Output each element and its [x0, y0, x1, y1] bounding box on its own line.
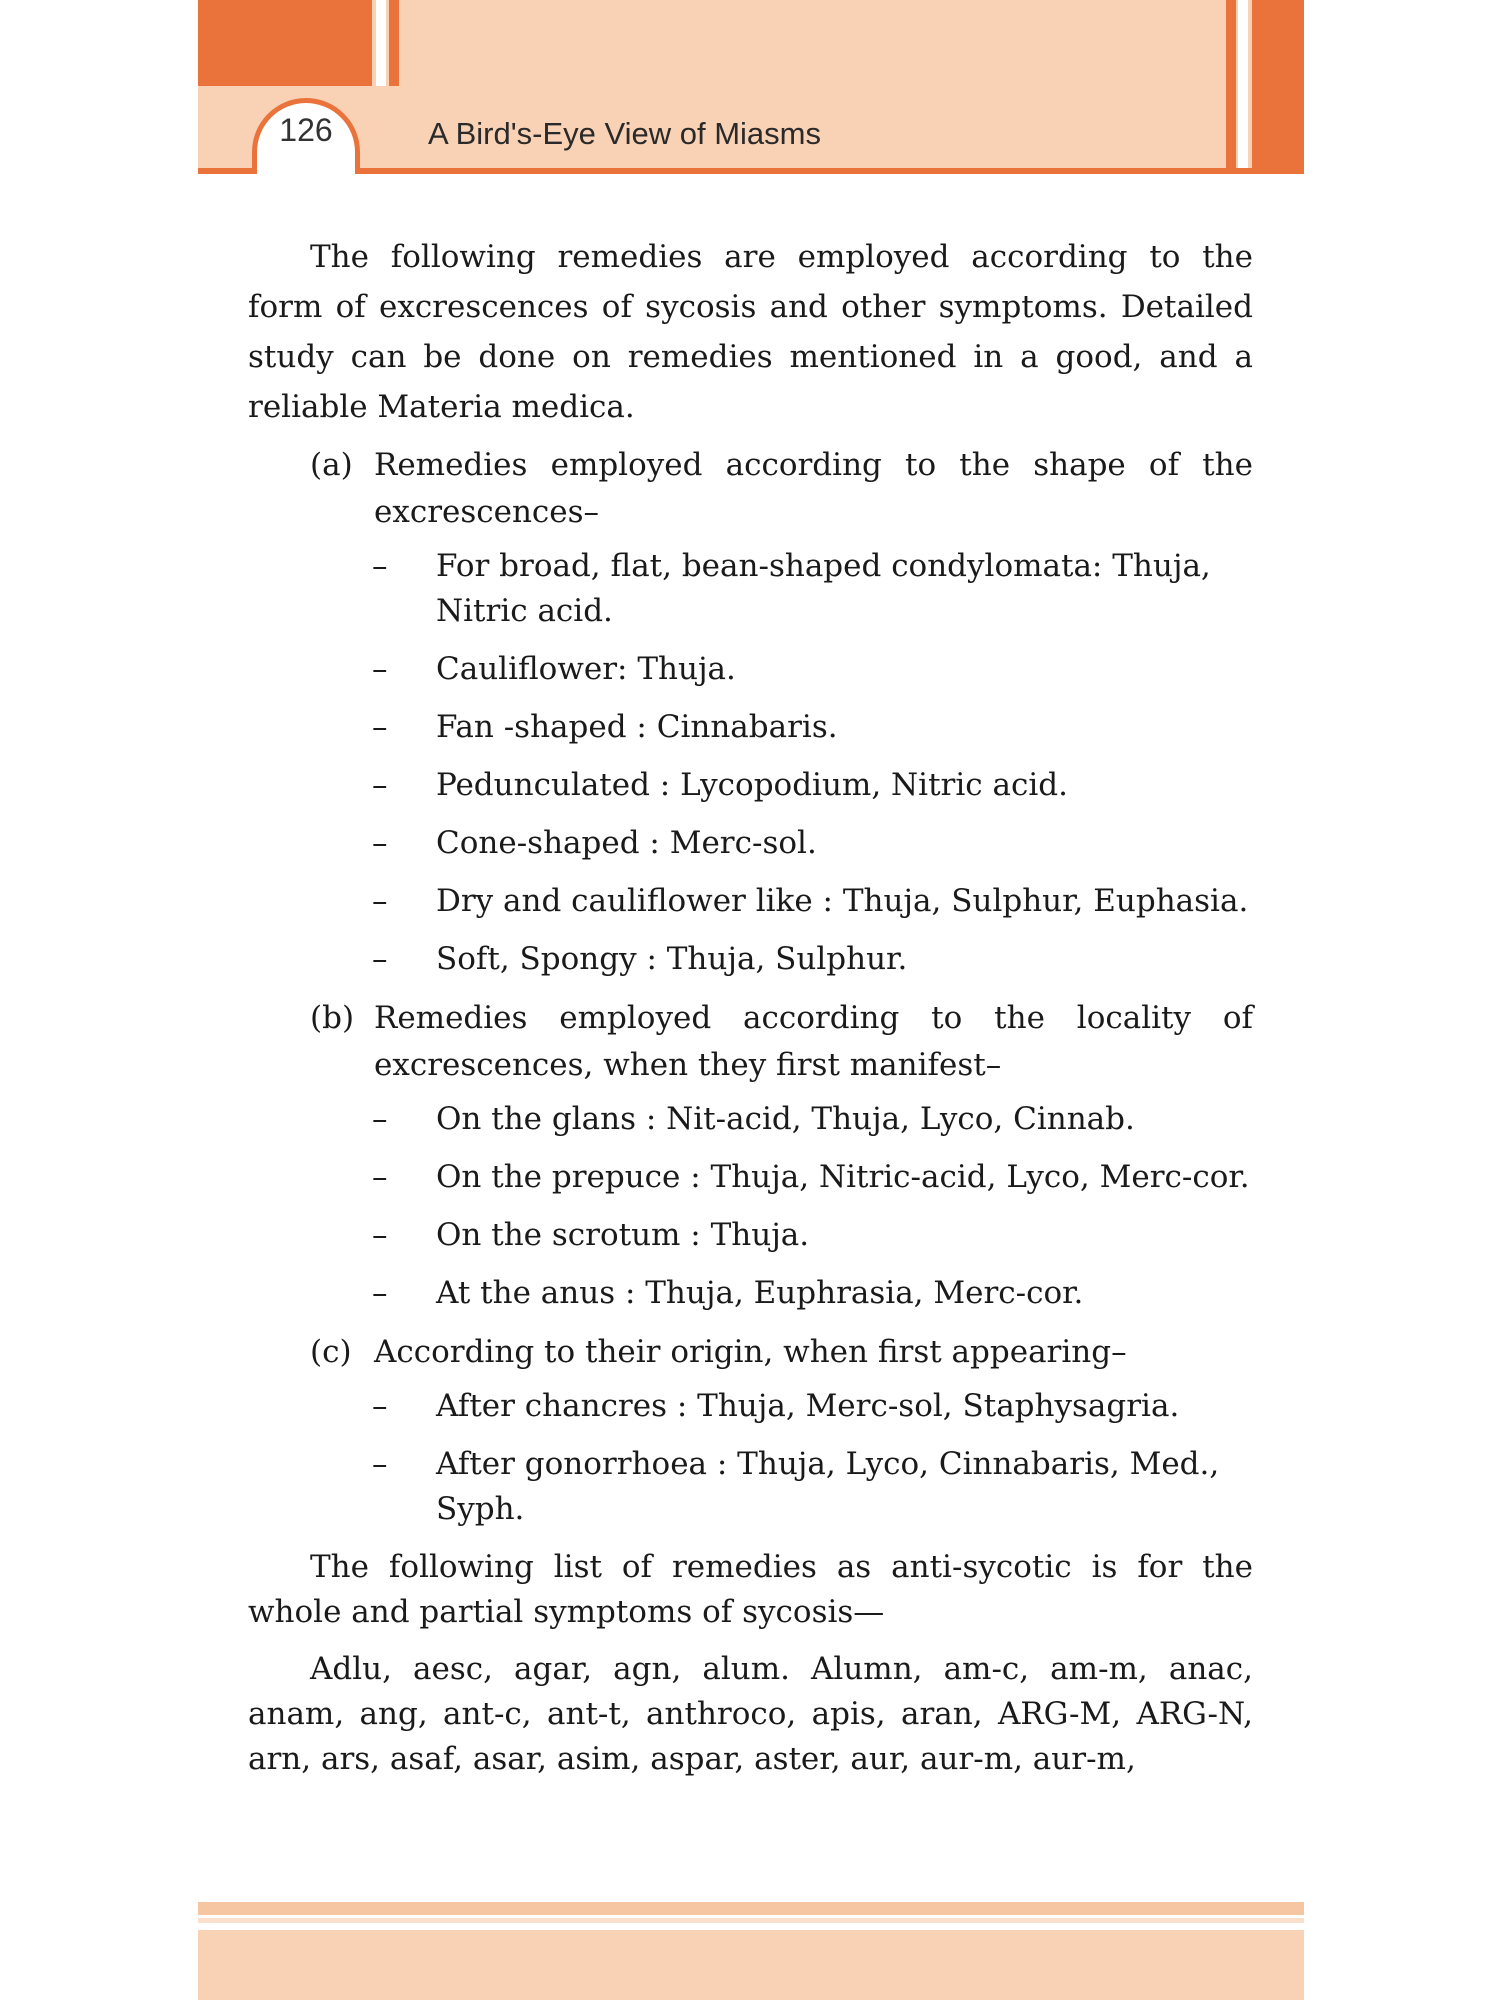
section-heading-b — [248, 995, 1253, 1089]
list-item — [248, 763, 1253, 808]
header-rule — [198, 168, 1304, 174]
dash-bullet: – — [372, 825, 388, 861]
list-item — [248, 821, 1253, 866]
header-stripe — [1226, 0, 1236, 174]
dash-bullet: – — [372, 709, 388, 745]
dash-bullet: – — [372, 548, 388, 584]
running-title: A Bird's-Eye View of Miasms — [428, 116, 821, 151]
section-heading-text: Remedies employed according to the locality of excrescences, when they first manifest– — [374, 1000, 1253, 1083]
dash-bullet: – — [372, 767, 388, 803]
list-item-text: After gonorrhoea : Thuja, Lyco, Cinnabaris, Med., Syph. — [436, 1446, 1220, 1527]
section-heading-text: According to their origin, when first appearing– — [374, 1334, 1127, 1370]
list-item-text: For broad, flat, bean-shaped condylomata: Thuja, Nitric acid. — [436, 548, 1211, 629]
list-item — [248, 1155, 1253, 1200]
section-heading-text: Remedies employed according to the shape of the excrescences– — [374, 447, 1253, 530]
list-intro-paragraph: The following list of remedies as anti-sycotic is for the whole and partial symptoms of sycosis— — [248, 1549, 1253, 1630]
list-item-text: On the scrotum : Thuja. — [436, 1217, 810, 1253]
dash-bullet: – — [372, 651, 388, 687]
section-heading-a — [248, 442, 1253, 536]
footer-rule — [198, 1902, 1304, 1915]
dash-bullet: – — [372, 1217, 388, 1253]
footer-rule — [198, 1918, 1304, 1923]
dash-bullet: – — [372, 1446, 388, 1482]
book-page — [198, 0, 1304, 2000]
list-item-text: Pedunculated : Lycopodium, Nitric acid. — [436, 767, 1068, 803]
list-item-text: Soft, Spongy : Thuja, Sulphur. — [436, 941, 908, 977]
list-item-text: Fan -shaped : Cinnabaris. — [436, 709, 838, 745]
footer-band — [198, 1930, 1304, 2000]
intro-paragraph: The following remedies are employed according to the form of excrescences of sycosis and other symptoms. Detailed study can be done on remedies mentioned in a good, and a reliable Materia medica. — [248, 239, 1253, 425]
list-item-text: Cauliflower: Thuja. — [436, 651, 736, 687]
dash-bullet: – — [372, 883, 388, 919]
header-accent-block-left — [198, 0, 372, 86]
header-accent-block-right — [1252, 0, 1304, 174]
list-item — [248, 937, 1253, 982]
list-item-text: On the prepuce : Thuja, Nitric-acid, Lyco, Merc-cor. — [436, 1159, 1250, 1195]
list-item — [248, 1442, 1253, 1532]
header-stripe — [389, 0, 399, 86]
page-number: 126 — [279, 112, 333, 148]
dash-bullet: – — [372, 1388, 388, 1424]
list-item-text: Cone-shaped : Merc-sol. — [436, 825, 817, 861]
section-label: (c) — [310, 1334, 352, 1370]
section-label: (a) — [310, 447, 353, 483]
list-item-text: At the anus : Thuja, Euphrasia, Merc-cor. — [436, 1275, 1084, 1311]
header-stripe — [376, 0, 386, 86]
list-item-text: After chancres : Thuja, Merc-sol, Staphysagria. — [436, 1388, 1180, 1424]
list-item — [248, 1097, 1253, 1142]
dash-bullet: – — [372, 1159, 388, 1195]
header-stripe — [1238, 0, 1248, 174]
list-item — [248, 705, 1253, 750]
list-item — [248, 1213, 1253, 1258]
remedy-list-paragraph: Adlu, aesc, agar, agn, alum. Alumn, am-c, am-m, anac, anam, ang, ant-c, ant-t, anthroco, apis, aran, ARG-M, ARG-N, arn, ars, asaf, asar, asim, aspar, aster, aur, aur-m, aur-m, — [248, 1651, 1253, 1777]
dash-bullet: – — [372, 941, 388, 977]
list-item — [248, 1384, 1253, 1429]
section-heading-c — [248, 1329, 1253, 1376]
list-item — [248, 1271, 1253, 1316]
section-label: (b) — [310, 1000, 355, 1036]
list-item-text: On the glans : Nit-acid, Thuja, Lyco, Cinnab. — [436, 1101, 1135, 1137]
list-item — [248, 879, 1253, 924]
dash-bullet: – — [372, 1275, 388, 1311]
list-item — [248, 544, 1253, 634]
list-item-text: Dry and cauliflower like : Thuja, Sulphur, Euphasia. — [436, 883, 1249, 919]
dash-bullet: – — [372, 1101, 388, 1137]
list-item — [248, 647, 1253, 692]
body-text — [248, 232, 1253, 1794]
